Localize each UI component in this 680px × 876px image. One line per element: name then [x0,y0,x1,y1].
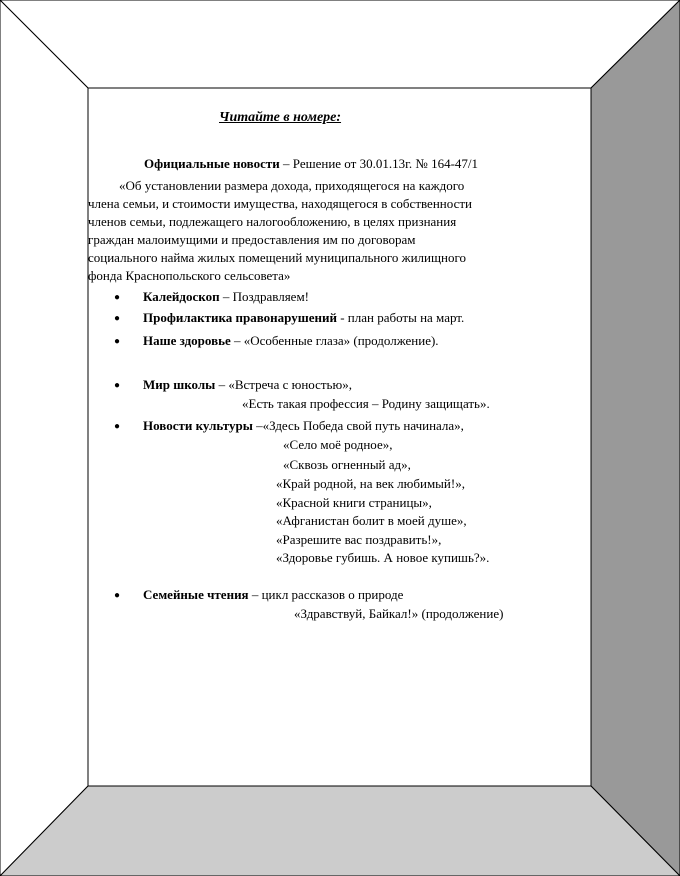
list-item [143,309,464,327]
item-heading: Новости культуры [143,418,253,433]
content-panel [88,88,591,786]
list-item [143,332,439,350]
culture-continuation: «Здоровье губишь. А новое купишь?». [276,550,490,565]
bevel-top [0,0,680,88]
official-text-line: граждан малоимущими и предоставления им по договорам [88,232,416,247]
culture-continuation: «Красной книги страницы», [276,495,432,510]
bullet-icon: ● [114,380,121,391]
list-item [143,376,352,394]
official-text-line: «Об установлении размера дохода, приходящегося на каждого [119,178,465,193]
culture-continuation: «Разрешите вас поздравить!», [276,532,442,547]
page-title: Читайте в номере: [219,110,342,125]
family-continuation: «Здравствуй, Байкал!» (продолжение) [294,606,504,621]
item-heading: Наше здоровье [143,333,231,348]
bullet-icon: ● [114,590,121,601]
official-text-line: члена семьи, и стоимости имущества, находящегося в собственности [88,196,472,211]
school-continuation: «Есть такая профессия – Родину защищать». [242,396,490,411]
bevel-left [0,0,88,876]
official-news-text: Решение от 30.01.13г. № 164-47/1 [292,156,479,171]
culture-continuation: «Село моё родное», [283,437,393,452]
item-heading: Калейдоскоп [143,289,220,304]
list-item [143,586,403,604]
official-news-line [144,155,478,173]
item-text: – Поздравляем! [219,289,310,304]
bullet-icon: ● [114,313,121,324]
item-text: – «Встреча с юностью», [215,377,352,392]
item-text: - план работы на март. [336,310,465,325]
list-item [143,288,309,306]
official-text-line: членов семьи, подлежащего налогообложению, в целях признания [88,214,457,229]
culture-continuation: «Сквозь огненный ад», [283,457,411,472]
item-text: – цикл рассказов о природе [248,587,404,602]
bevel-bottom [0,786,680,876]
culture-continuation: «Афганистан болит в моей душе», [276,513,467,528]
item-text: –«Здесь Победа свой путь начинала», [252,418,464,433]
bullet-icon: ● [114,421,121,432]
item-heading: Семейные чтения [143,587,249,602]
bullet-icon: ● [114,292,121,303]
item-heading: Профилактика правонарушений [143,310,337,325]
bevel-right [591,0,680,876]
official-text-line: социального найма жилых помещений муниципального жилищного [88,250,466,265]
item-heading: Мир школы [143,377,216,392]
official-text-line: фонда Краснопольского сельсовета» [88,268,291,283]
culture-continuation: «Край родной, на век любимый!», [276,476,465,491]
list-item [143,417,464,435]
official-news-heading: Официальные новости [144,156,280,171]
item-text: – «Особенные глаза» (продолжение). [230,333,439,348]
official-news-dash: – [279,156,293,171]
bullet-icon: ● [114,336,121,347]
